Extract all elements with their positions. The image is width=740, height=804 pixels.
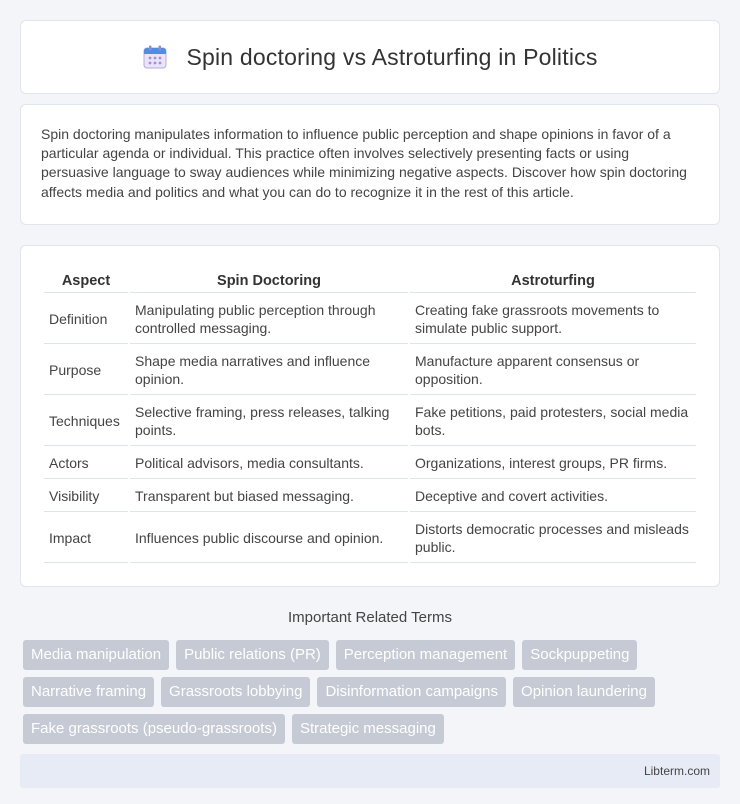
aspect-cell: Actors bbox=[44, 448, 128, 479]
spin-cell: Political advisors, media consultants. bbox=[130, 448, 408, 479]
header-card bbox=[20, 20, 720, 94]
aspect-cell: Visibility bbox=[44, 481, 128, 512]
table-header-row bbox=[44, 270, 696, 293]
astro-cell: Distorts democratic processes and misleads public. bbox=[410, 514, 696, 563]
spin-cell: Transparent but biased messaging. bbox=[130, 481, 408, 512]
intro-text: Spin doctoring manipulates information to influence public perception and shape opinions in favor of a particular agenda or individual. This practice often involves selectively presenting facts or using persuasive language to sway audiences while minimizing negative aspects. Discover how spin doctoring affects media and politics and what you can do to recognize it in the rest of this article. bbox=[41, 126, 687, 200]
aspect-cell: Definition bbox=[44, 295, 128, 344]
tag-opinion-laundering[interactable]: Opinion laundering bbox=[513, 677, 655, 707]
spin-cell: Influences public discourse and opinion. bbox=[130, 514, 408, 563]
table-row bbox=[44, 481, 696, 512]
table-row bbox=[44, 514, 696, 563]
table-row bbox=[44, 295, 696, 344]
aspect-cell: Techniques bbox=[44, 397, 128, 446]
header-astroturfing: Astroturfing bbox=[410, 270, 696, 293]
tag-perception-management[interactable]: Perception management bbox=[336, 640, 515, 670]
tag-sockpuppeting[interactable]: Sockpuppeting bbox=[522, 640, 637, 670]
astro-cell: Creating fake grassroots movements to simulate public support. bbox=[410, 295, 696, 344]
intro-card bbox=[20, 104, 720, 225]
tag-grassroots-lobbying[interactable]: Grassroots lobbying bbox=[161, 677, 310, 707]
header-spin-doctoring: Spin Doctoring bbox=[130, 270, 408, 293]
spin-cell: Shape media narratives and influence opinion. bbox=[130, 346, 408, 395]
tag-strategic-messaging[interactable]: Strategic messaging bbox=[292, 714, 444, 744]
table-row bbox=[44, 346, 696, 395]
footer-site-link[interactable]: Libterm.com bbox=[643, 763, 710, 778]
comparison-table-card bbox=[20, 245, 720, 587]
tag-fake-grassroots[interactable]: Fake grassroots (pseudo-grassroots) bbox=[23, 714, 285, 744]
aspect-cell: Purpose bbox=[44, 346, 128, 395]
related-terms-title: Important Related Terms bbox=[288, 608, 452, 626]
related-terms-tags bbox=[20, 640, 720, 744]
tag-media-manipulation[interactable]: Media manipulation bbox=[23, 640, 169, 670]
calendar-icon bbox=[142, 44, 168, 70]
table-row bbox=[44, 448, 696, 479]
comparison-table bbox=[42, 268, 698, 565]
page-title: Spin doctoring vs Astroturfing in Politics bbox=[186, 43, 598, 70]
tag-disinformation-campaigns[interactable]: Disinformation campaigns bbox=[317, 677, 506, 707]
table-row bbox=[44, 397, 696, 446]
spin-cell: Selective framing, press releases, talking points. bbox=[130, 397, 408, 446]
astro-cell: Organizations, interest groups, PR firms. bbox=[410, 448, 696, 479]
astro-cell: Deceptive and covert activities. bbox=[410, 481, 696, 512]
footer bbox=[20, 754, 720, 788]
astro-cell: Manufacture apparent consensus or opposition. bbox=[410, 346, 696, 395]
header-aspect: Aspect bbox=[44, 270, 128, 293]
tag-narrative-framing[interactable]: Narrative framing bbox=[23, 677, 154, 707]
aspect-cell: Impact bbox=[44, 514, 128, 563]
tag-public-relations[interactable]: Public relations (PR) bbox=[176, 640, 329, 670]
astro-cell: Fake petitions, paid protesters, social media bots. bbox=[410, 397, 696, 446]
spin-cell: Manipulating public perception through controlled messaging. bbox=[130, 295, 408, 344]
